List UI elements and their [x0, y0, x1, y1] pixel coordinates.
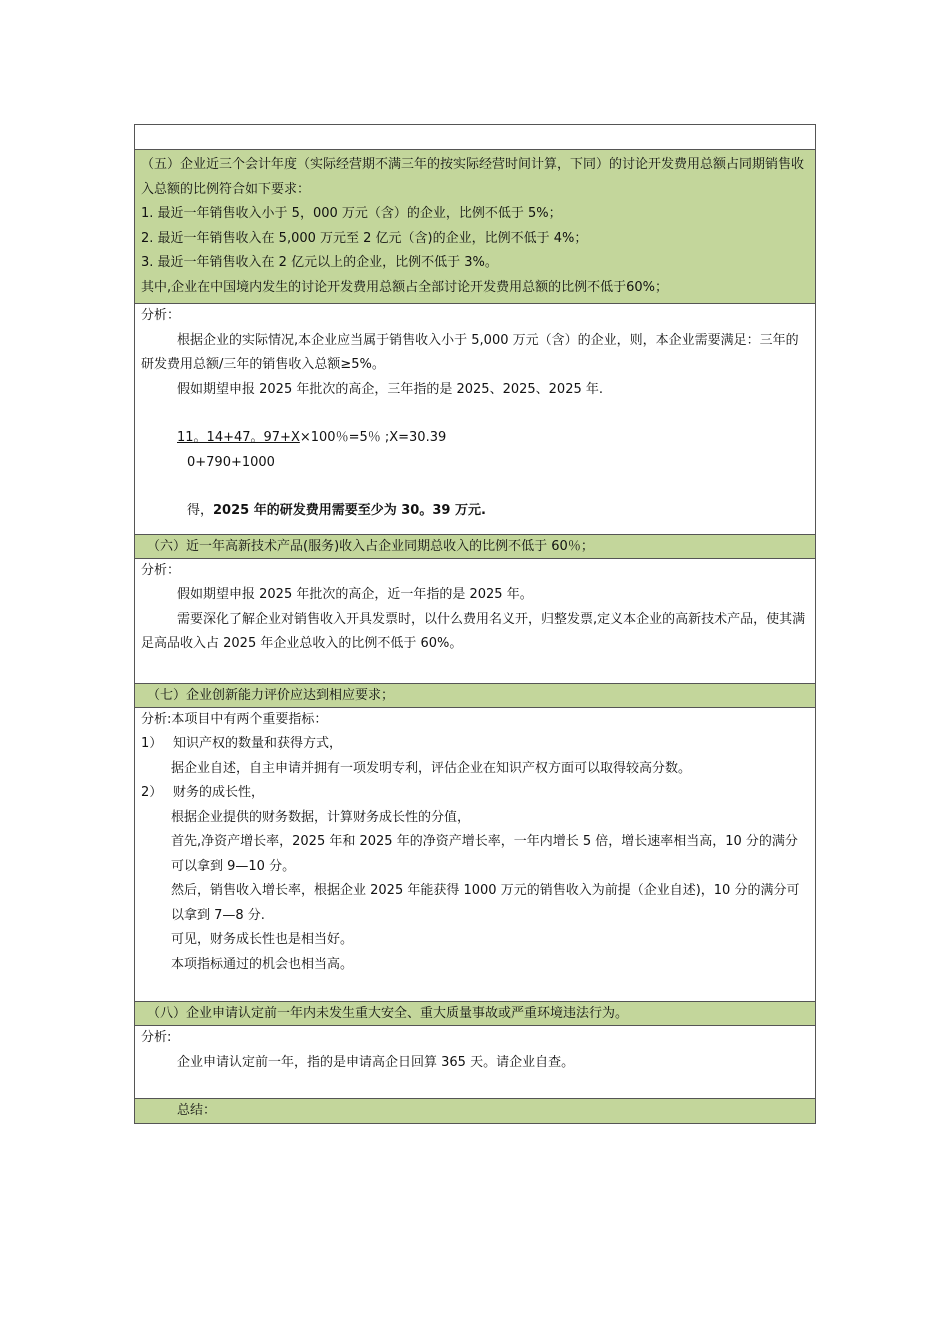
formula-numerator: 11。14+47。97+X [177, 430, 300, 445]
formula-rest: ×100％=5％ ;X=30.39 [299, 430, 447, 445]
section-6-header [135, 535, 815, 559]
result-prefix: 得， [187, 503, 214, 518]
list-item [135, 781, 815, 806]
list-text: 然后，销售收入增长率，根据企业 2025 年能获得 1000 万元的销售收入为前提（企业自述)，10 分的满分可以拿到 7—8 分. [171, 883, 800, 923]
result-line [135, 499, 815, 524]
list-text: 根据企业提供的财务数据，计算财务成长性的分值， [171, 809, 471, 825]
section-6-heading: （六）近一年高新技术产品(服务)收入占企业同期总收入的比例不低于 60％； [147, 538, 594, 554]
section-5-analysis [135, 304, 815, 535]
section-5-item-2: 2. 最近一年销售收入在 5,000 万元至 2 亿元（含)的企业，比例不低于 4%； [141, 230, 588, 246]
analysis-paragraph: 根据企业的实际情况,本企业应当属于销售收入小于 5,000 万元（含）的企业，则，本企业需要满足：三年的研发费用总额/三年的销售收入总额≥5%。 [141, 332, 799, 372]
list-title: 知识产权的数量和获得方式， [173, 736, 343, 751]
analysis-label: 分析: [141, 1030, 172, 1045]
section-6-analysis [135, 559, 815, 684]
empty-top-row [135, 125, 815, 150]
section-5-header [135, 150, 815, 304]
result-bold: 2025 年的研发费用需要至少为 30。39 万元. [213, 503, 486, 518]
list-number: 1） [141, 736, 163, 751]
list-text: 首先,净资产增长率，2025 年和 2025 年的净资产增长率，一年内增长 5 倍，增长速率相当高，10 分的满分可以拿到 9—10 分。 [171, 834, 798, 874]
list-number: 2） [141, 785, 163, 800]
list-text: 可见，财务成长性也是相当好。 [171, 932, 354, 947]
section-8-analysis [135, 1026, 815, 1099]
analysis-label: 分析： [141, 308, 181, 323]
section-7-heading: （七）企业创新能力评价应达到相应要求； [147, 687, 395, 703]
section-5-heading: （五）企业近三个会计年度（实际经营期不满三年的按实际经营时间计算，下同）的讨论开发费用总额占同期销售收入总额的比例符合如下要求： [141, 157, 805, 197]
list-text: 据企业自述，自主申请并拥有一项发明专利，评估企业在知识产权方面可以取得较高分数。 [171, 760, 692, 776]
analysis-label: 分析： [141, 562, 181, 578]
section-7-header [135, 684, 815, 708]
analysis-paragraph: 需要深化了解企业对销售收入开具发票时，以什么费用名义开，归整发票,定义本企业的高新技术产品，使其满足高品收入占 2025 年企业总收入的比例不低于 60%。 [141, 611, 806, 651]
list-item [135, 732, 815, 757]
formula-line [135, 426, 815, 451]
analysis-paragraph: 假如期望申报 2025 年批次的高企，三年指的是 2025、2025、2025 年. [177, 381, 603, 397]
analysis-paragraph: 企业申请认定前一年，指的是申请高企日回算 365 天。请企业自查。 [177, 1054, 575, 1070]
section-8-header [135, 1002, 815, 1026]
summary-label: 总结： [177, 1103, 217, 1118]
analysis-label: 分析:本项目中有两个重要指标： [141, 711, 328, 727]
section-5-item-3: 3. 最近一年销售收入在 2 亿元以上的企业，比例不低于 3%。 [141, 255, 498, 270]
section-5-item-1: 1. 最近一年销售收入小于 5，000 万元（含）的企业，比例不低于 5%； [141, 206, 562, 221]
section-5-note: 其中,企业在中国境内发生的讨论开发费用总额占全部讨论开发费用总额的比例不低于60%； [141, 279, 669, 295]
summary-row [135, 1099, 815, 1123]
section-8-heading: （八）企业申请认定前一年内未发生重大安全、重大质量事故或严重环境违法行为。 [147, 1006, 629, 1021]
formula-denominator: 0+790+1000 [187, 454, 275, 470]
list-title: 财务的成长性， [173, 785, 265, 800]
list-text: 本项指标通过的机会也相当高。 [171, 956, 354, 972]
document-table [134, 124, 816, 1124]
section-7-analysis [135, 708, 815, 1003]
analysis-paragraph: 假如期望申报 2025 年批次的高企，近一年指的是 2025 年。 [177, 587, 533, 602]
